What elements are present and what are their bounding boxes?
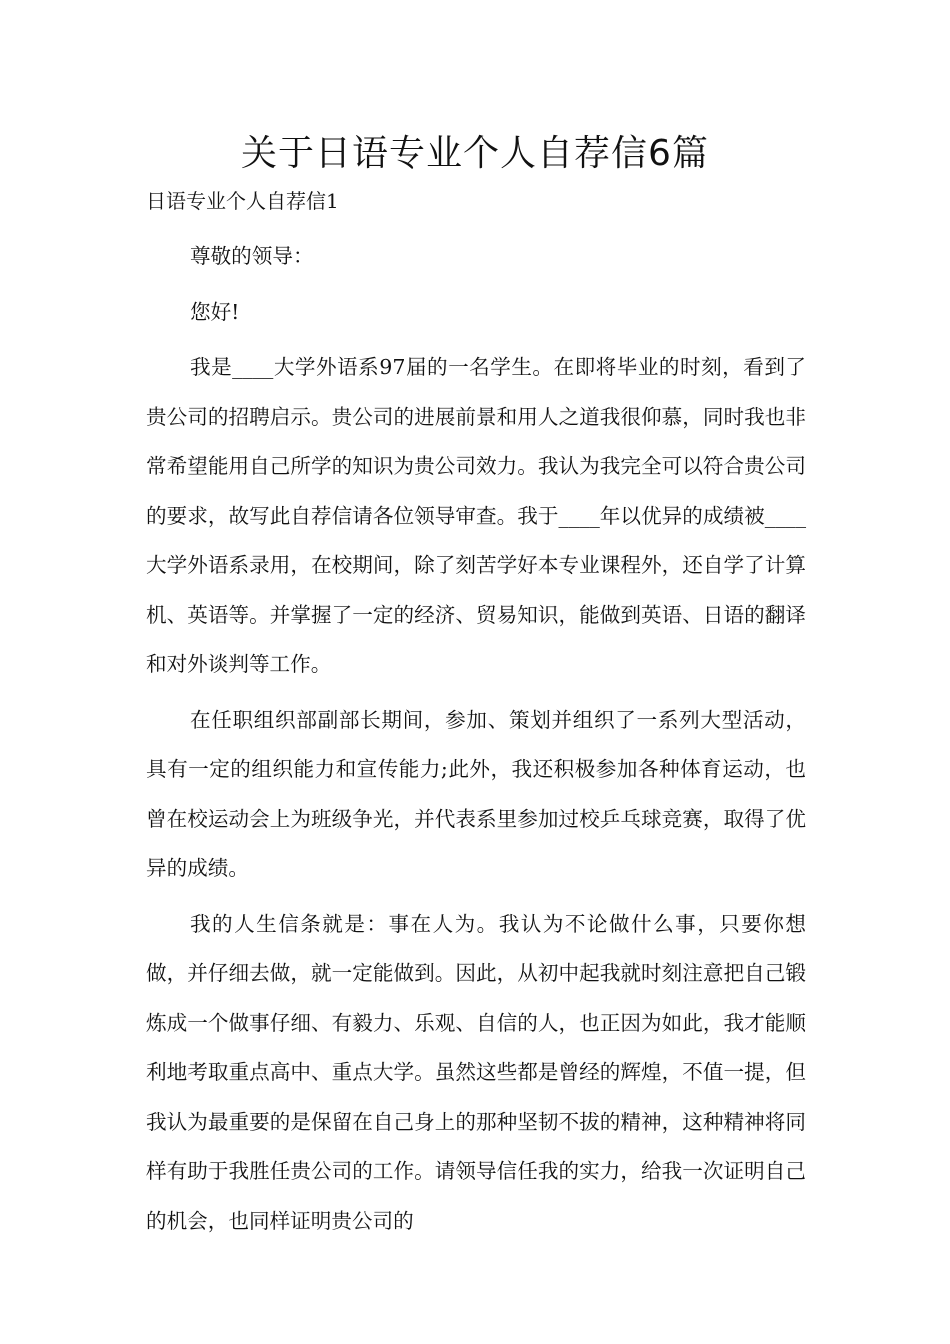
letter-body [146,232,806,1252]
paragraph-motto: 我的人生信条就是：事在人为。我认为不论做什么事，只要你想做，并仔细去做，就一定能做到。因此，从初中起我就时刻注意把自己锻炼成一个做事仔细、有毅力、乐观、自信的人，也正因为如此，我才能顺利地考取重点高中、重点大学。虽然这些都是曾经的辉煌，不值一提，但我认为最重要的是保留在自己身上的那种坚韧不拔的精神，这种精神将同样有助于我胜任贵公司的工作。请领导信任我的实力，给我一次证明自己的机会，也同样证明贵公司的 [146,911,806,1233]
greeting: 您好! [190,299,240,324]
paragraph-activities: 在任职组织部副部长期间，参加、策划并组织了一系列大型活动，具有一定的组织能力和宣传能力;此外，我还积极参加各种体育运动，也曾在校运动会上为班级争光，并代表系里参加过校乒乓球竞赛，取得了优异的成绩。 [146,707,806,880]
salutation: 尊敬的领导： [190,244,314,268]
paragraph-intro: 我是____大学外语系97届的一名学生。在即将毕业的时刻，看到了贵公司的招聘启示。贵公司的进展前景和用人之道我很仰慕，同时我也非常希望能用自己所学的知识为贵公司效力。我认为我完全可以符合贵公司的要求，故写此自荐信请各位领导审查。我于____年以优异的成绩被____大学外语系录用，在校期间，除了刻苦学好本专业课程外，还自学了计算机、英语等。并掌握了一定的经济、贸易知识，能做到英语、日语的翻译和对外谈判等工作。 [146,355,806,676]
section-subtitle: 日语专业个人自荐信1 [146,189,339,213]
document-title: 关于日语专业个人自荐信6篇 [241,133,709,174]
